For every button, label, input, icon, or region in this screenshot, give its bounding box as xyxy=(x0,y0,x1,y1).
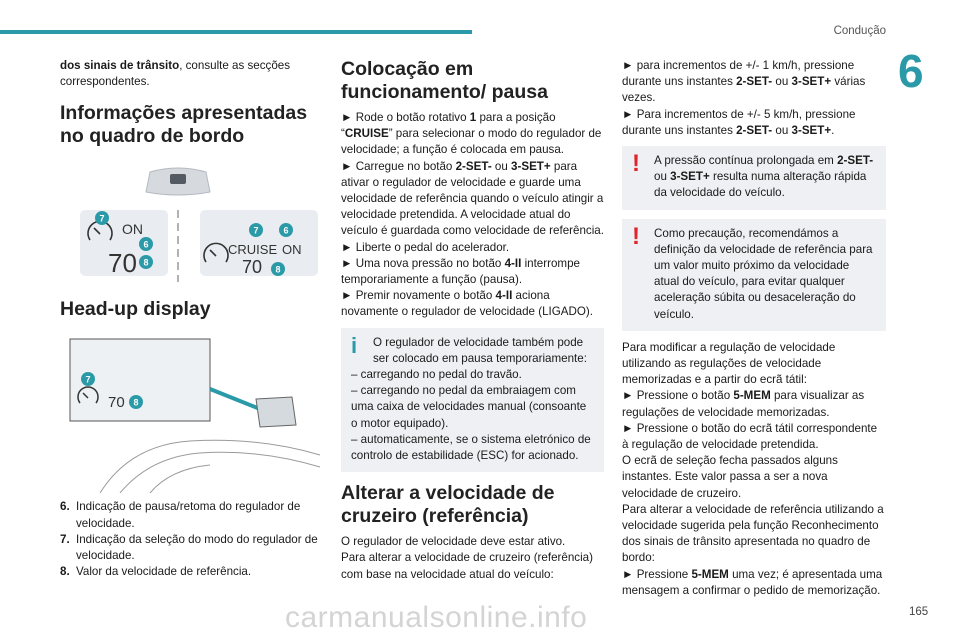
note-item: – automaticamente, se o sistema eletrónico de controlo de estabilidade (ESC) for acionado. xyxy=(351,432,591,463)
paragraph: ► Pressione o botão do ecrã tátil correspondente à regulação de velocidade pretendida. xyxy=(622,421,878,452)
instrument-panel-svg xyxy=(60,162,322,282)
paragraph: ► Pressione 5-MEM uma vez; é apresentada uma mensagem a confirmar o pedido de memorização. xyxy=(622,567,883,597)
heading-change-speed: Alterar a velocidade de cruzeiro (referência) xyxy=(341,482,555,528)
cruise-on-text-right: ON xyxy=(282,242,302,258)
paragraph: Para modificar a regulação de velocidade utilizando as regulações de velocidade memorizadas e a partir do ecrã tátil: xyxy=(622,340,836,387)
svg-text:8: 8 xyxy=(275,264,281,275)
info-icon: i xyxy=(351,332,358,358)
column-right xyxy=(622,58,886,599)
speed-value-left: 70 xyxy=(108,248,137,279)
paragraph: ► para incrementos de +/- 1 km/h, pressione durante uns instantes 2-SET- ou 3-SET+ várias vezes. xyxy=(622,59,866,105)
callout-7-right xyxy=(249,223,263,237)
section-title: Condução xyxy=(833,25,886,37)
hud-callout-7 xyxy=(81,372,95,386)
heading-head-up-display: Head-up display xyxy=(60,298,211,321)
warning-text: A pressão contínua prolongada em 2-SET- ou 3-SET+ resulta numa alteração rápida da velocidade do veículo. xyxy=(654,154,874,200)
chapter-number: 6 xyxy=(898,45,924,97)
callout-7-left xyxy=(95,211,109,225)
cruise-mode-text: CRUISE xyxy=(228,242,278,258)
svg-text:7: 7 xyxy=(85,374,91,385)
svg-text:6: 6 xyxy=(143,239,149,250)
paragraph: ► Pressione o botão 5-MEM para visualizar as regulações de velocidade memorizadas. xyxy=(622,389,865,419)
heading-start-pause: Colocação em funcionamento/ pausa xyxy=(341,58,548,103)
paragraph: ► Carregue no botão 2-SET- ou 3-SET+ para ativar o regulador de velocidade e guarde uma velocidade de referência quando o veículo atingir a velocidade pretendida. A velocidade atual do veículo é guardada como velocidade de referência. xyxy=(341,159,604,238)
paragraph: ► Premir novamente o botão 4-II aciona novamente o regulador de velocidade (LIGADO). xyxy=(341,289,593,319)
legend-item: 8. Valor da velocidade de referência. xyxy=(60,565,252,579)
info-note xyxy=(341,328,604,473)
watermark-url: carmanualsonline.info xyxy=(285,601,588,634)
note-heading: O regulador de velocidade também pode ser colocado em pausa temporariamente: xyxy=(373,335,587,365)
callout-6-left xyxy=(139,237,153,251)
hud-svg xyxy=(60,335,322,493)
warning-note xyxy=(622,146,886,210)
cruise-on-text: ON xyxy=(122,221,143,238)
hud-speed-value: 70 xyxy=(108,394,125,412)
warning-note xyxy=(622,219,886,331)
top-accent-bar xyxy=(0,30,472,34)
svg-text:7: 7 xyxy=(253,225,259,236)
svg-text:8: 8 xyxy=(133,397,139,408)
paragraph: O regulador de velocidade deve estar ativo. xyxy=(341,535,566,549)
instrument-panel-illustration xyxy=(60,162,322,282)
page-number: 165 xyxy=(909,606,929,618)
svg-text:7: 7 xyxy=(99,213,105,224)
paragraph: ► Uma nova pressão no botão 4-II interrompe temporariamente a função (pausa). xyxy=(341,256,580,287)
warning-icon: ! xyxy=(632,222,640,250)
legend-item: 6. Indicação de pausa/retoma do regulador de velocidade. xyxy=(60,500,301,530)
warning-text: Como precaução, recomendámos a definição da velocidade de referência para um valor muito próximo da velocidade atual do veículo, para evitar qualquer aceleração súbita ou desaceleração do veículo. xyxy=(654,226,873,321)
warning-icon: ! xyxy=(632,150,640,178)
paragraph: ► Para incrementos de +/- 5 km/h, pressione durante uns instantes 2-SET- ou 3-SET+. xyxy=(622,107,856,137)
heading-instrument-panel: Informações apresentadas no quadro de bordo xyxy=(60,102,308,148)
paragraph: ► Rode o botão rotativo 1 para a posição “CRUISE” para selecionar o modo do regulador de velocidade; a função é colocada em pausa. xyxy=(341,111,602,157)
legend-item: 7. Indicação da seleção do modo do regulador de velocidade. xyxy=(60,532,318,563)
paragraph: Para alterar a velocidade de cruzeiro (referência) com base na velocidade atual do veículo: xyxy=(341,551,593,581)
note-item: – carregando no pedal do travão. xyxy=(351,368,522,382)
head-up-display-illustration xyxy=(60,335,322,493)
paragraph: Para alterar a velocidade de referência utilizando a velocidade sugerida pela função Reconhecimento dos sinais de trânsito apresentada no quadro de bordo: xyxy=(622,502,884,565)
speed-value-right: 70 xyxy=(242,257,263,278)
note-item: – carregando no pedal da embraiagem com uma caixa de velocidades manual (consoante o motor equipado). xyxy=(351,384,587,430)
paragraph: ► Liberte o pedal do acelerador. xyxy=(341,240,510,254)
svg-text:8: 8 xyxy=(143,257,149,268)
callout-6-right xyxy=(279,223,293,237)
paragraph: O ecrã de seleção fecha passados alguns instantes. Este valor passa a ser a nova velocidade de cruzeiro. xyxy=(622,454,838,500)
intro-paragraph: dos sinais de trânsito, consulte as secções correspondentes. xyxy=(60,59,291,89)
hud-callout-8 xyxy=(129,395,143,409)
column-left xyxy=(60,58,322,580)
callout-8-right xyxy=(271,262,285,276)
column-middle xyxy=(341,58,604,583)
callout-8-left xyxy=(139,255,153,269)
svg-text:6: 6 xyxy=(283,225,289,236)
legend-list xyxy=(60,499,322,580)
